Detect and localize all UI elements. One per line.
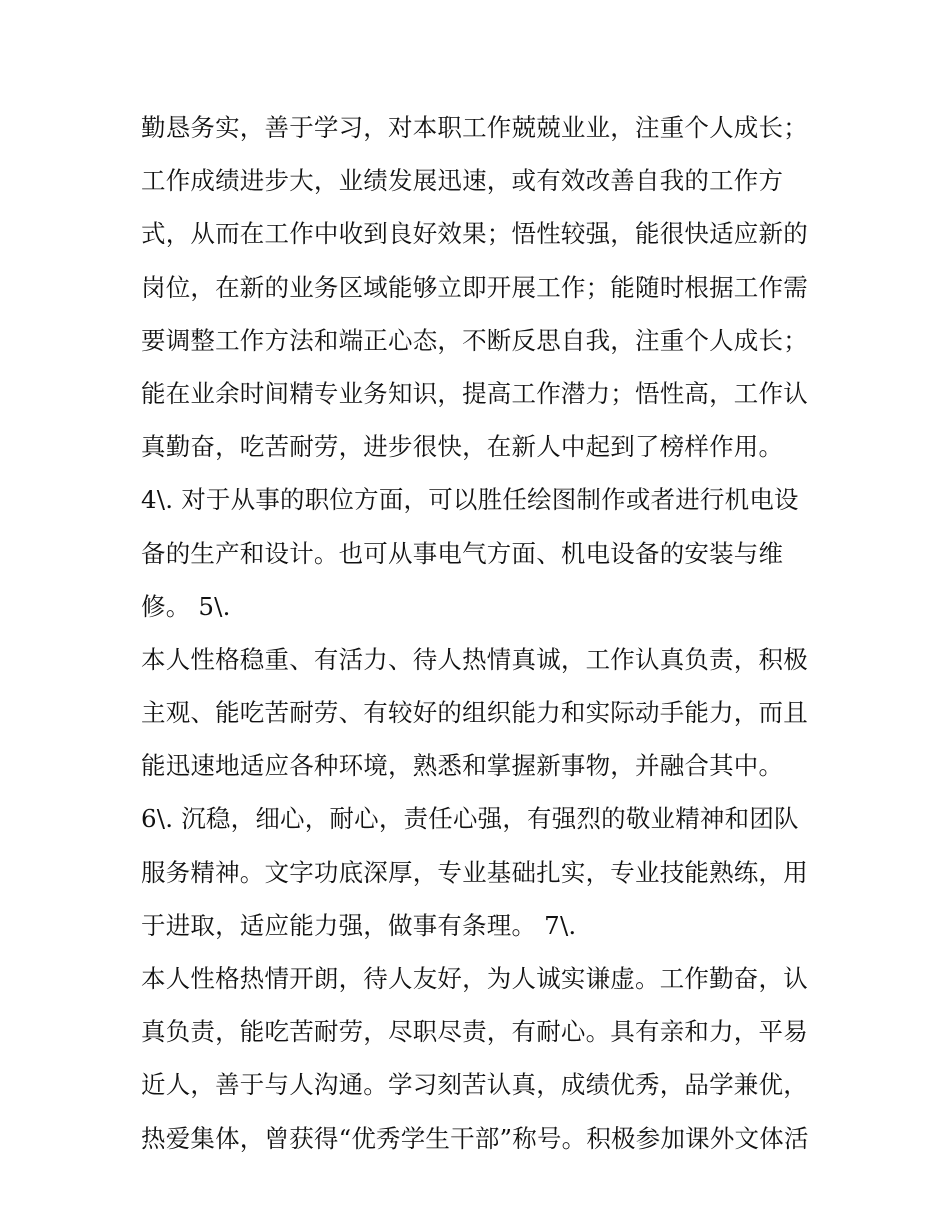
- text-line: 勤恳务实，善于学习，对本职工作兢兢业业，注重个人成长；: [141, 113, 808, 142]
- text-line: 6\. 沉稳，细心，耐心，责任心强，有强烈的敬业精神和团队: [141, 804, 799, 834]
- text-line: 真负责，能吃苦耐劳，尽职尽责，有耐心。具有亲和力，平易: [141, 1017, 808, 1047]
- text-line: 本人性格热情开朗，待人友好，为人诚实谦虚。工作勤奋，认: [141, 964, 808, 993]
- text-line: 于进取，适应能力强，做事有条理。 7\.: [141, 910, 577, 940]
- text-line: 工作成绩进步大，业绩发展迅速，或有效改善自我的工作方: [141, 166, 784, 196]
- text-line: 岗位，在新的业务区域能够立即开展工作；能随时根据工作需: [141, 272, 808, 302]
- text-line: 主观、能吃苦耐劳、有较好的组织能力和实际动手能力，而且: [141, 698, 808, 728]
- text-line: 能迅速地适应各种环境，熟悉和掌握新事物，并融合其中。: [141, 751, 784, 781]
- text-line: 热爱集体，曾获得“优秀学生干部”称号。积极参加课外文体活: [141, 1123, 809, 1153]
- text-line: 能在业余时间精专业务知识，提高工作潜力；悟性高，工作认: [141, 378, 808, 408]
- text-line: 修。 5\.: [141, 591, 231, 621]
- text-line: 本人性格稳重、有活力、待人热情真诚，工作认真负责，积极: [141, 644, 808, 674]
- text-line: 要调整工作方法和端正心态，不断反思自我，注重个人成长；: [141, 325, 808, 355]
- body-text: [141, 101, 841, 1165]
- text-line: 服务精神。文字功底深厚，专业基础扎实，专业技能熟练，用: [141, 857, 808, 887]
- text-line: 4\. 对于从事的职位方面，可以胜任绘图制作或者进行机电设: [141, 485, 799, 515]
- text-line: 近人，善于与人沟通。学习刻苦认真，成绩优秀，品学兼优，: [141, 1070, 808, 1100]
- text-line: 式，从而在工作中收到良好效果；悟性较强，能很快适应新的: [141, 219, 808, 249]
- text-line: 备的生产和设计。也可从事电气方面、机电设备的安装与维: [141, 538, 784, 568]
- text-line: 真勤奋，吃苦耐劳，进步很快，在新人中起到了榜样作用。: [141, 432, 784, 462]
